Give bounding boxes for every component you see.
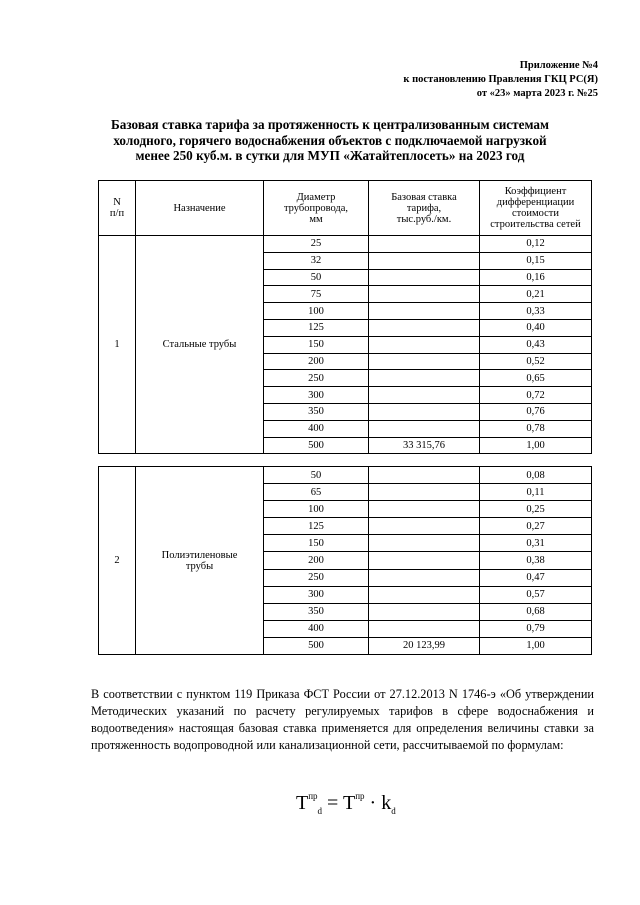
title-line: холодного, горячего водоснабжения объектов с подключаемой нагрузкой bbox=[113, 132, 547, 148]
formula-lhs-sub: d bbox=[317, 806, 323, 816]
base-rate-cell bbox=[369, 370, 480, 387]
formula-k-sub: d bbox=[391, 806, 396, 816]
coefficient-cell: 0,79 bbox=[480, 620, 592, 637]
base-rate-cell bbox=[369, 269, 480, 286]
base-rate-cell: 20 123,99 bbox=[369, 637, 480, 654]
base-rate-cell bbox=[369, 252, 480, 269]
steel-pipes-table bbox=[98, 180, 592, 454]
appendix-date: от «23» марта 2023 г. №25 bbox=[476, 88, 598, 99]
base-rate-cell bbox=[369, 518, 480, 535]
coefficient-cell: 1,00 bbox=[480, 437, 592, 454]
row-number: 1 bbox=[99, 236, 136, 454]
diameter-cell: 300 bbox=[264, 387, 369, 404]
header-purpose: Назначение bbox=[136, 181, 264, 236]
base-rate-cell bbox=[369, 286, 480, 303]
diameter-cell: 200 bbox=[264, 552, 369, 569]
table-row bbox=[99, 236, 592, 253]
table-row bbox=[99, 467, 592, 484]
formula-dot: · bbox=[369, 792, 377, 814]
row-number: 2 bbox=[99, 467, 136, 655]
formula-equals: = bbox=[327, 792, 339, 814]
base-rate-cell bbox=[369, 484, 480, 501]
coefficient-cell: 0,40 bbox=[480, 319, 592, 336]
base-rate-cell bbox=[369, 467, 480, 484]
base-rate-cell: 33 315,76 bbox=[369, 437, 480, 454]
formula-lhs-sup: пр bbox=[308, 791, 318, 801]
diameter-cell: 100 bbox=[264, 501, 369, 518]
base-rate-cell bbox=[369, 420, 480, 437]
diameter-cell: 125 bbox=[264, 518, 369, 535]
coefficient-cell: 0,68 bbox=[480, 603, 592, 620]
header-num: N п/п bbox=[99, 181, 136, 236]
base-rate-cell bbox=[369, 403, 480, 420]
header-diameter: Диаметр трубопровода, мм bbox=[264, 181, 369, 236]
coefficient-cell: 0,21 bbox=[480, 286, 592, 303]
appendix-title: Приложение №4 bbox=[519, 60, 598, 71]
coefficient-cell: 0,78 bbox=[480, 420, 592, 437]
diameter-cell: 300 bbox=[264, 586, 369, 603]
base-rate-cell bbox=[369, 603, 480, 620]
base-rate-cell bbox=[369, 336, 480, 353]
diameter-cell: 50 bbox=[264, 269, 369, 286]
coefficient-cell: 0,72 bbox=[480, 387, 592, 404]
header-base-rate: Базовая ставка тарифа, тыс.руб./км. bbox=[369, 181, 480, 236]
diameter-cell: 150 bbox=[264, 535, 369, 552]
diameter-cell: 500 bbox=[264, 637, 369, 654]
pipe-type: Полиэтиленовые трубы bbox=[136, 467, 264, 655]
formula bbox=[296, 791, 396, 816]
coefficient-cell: 0,25 bbox=[480, 501, 592, 518]
formula-k: k bbox=[381, 792, 392, 814]
appendix-resolution: к постановлению Правления ГКЦ РС(Я) bbox=[403, 74, 598, 85]
formula-lhs: T bbox=[296, 792, 309, 814]
diameter-cell: 250 bbox=[264, 370, 369, 387]
diameter-cell: 50 bbox=[264, 467, 369, 484]
coefficient-cell: 0,33 bbox=[480, 303, 592, 320]
diameter-cell: 150 bbox=[264, 336, 369, 353]
coefficient-cell: 0,12 bbox=[480, 236, 592, 253]
coefficient-cell: 0,76 bbox=[480, 403, 592, 420]
coefficient-cell: 0,16 bbox=[480, 269, 592, 286]
diameter-cell: 350 bbox=[264, 603, 369, 620]
diameter-cell: 125 bbox=[264, 319, 369, 336]
coefficient-cell: 0,08 bbox=[480, 467, 592, 484]
formula-rhs-sup: пр bbox=[355, 791, 365, 801]
base-rate-cell bbox=[369, 552, 480, 569]
base-rate-cell bbox=[369, 501, 480, 518]
diameter-cell: 400 bbox=[264, 420, 369, 437]
coefficient-cell: 0,38 bbox=[480, 552, 592, 569]
base-rate-cell bbox=[369, 319, 480, 336]
table-header-row bbox=[99, 181, 592, 236]
appendix-header bbox=[403, 59, 598, 101]
base-rate-cell bbox=[369, 586, 480, 603]
diameter-cell: 100 bbox=[264, 303, 369, 320]
diameter-cell: 350 bbox=[264, 403, 369, 420]
diameter-cell: 200 bbox=[264, 353, 369, 370]
base-rate-cell bbox=[369, 353, 480, 370]
title-line: менее 250 куб.м. в сутки для МУП «Жатайтеплосеть» на 2023 год bbox=[135, 148, 525, 163]
coefficient-cell: 0,47 bbox=[480, 569, 592, 586]
document-title bbox=[70, 117, 590, 164]
formula-rhs: T bbox=[342, 792, 356, 814]
base-rate-cell bbox=[369, 236, 480, 253]
coefficient-cell: 0,65 bbox=[480, 370, 592, 387]
coefficient-cell: 0,31 bbox=[480, 535, 592, 552]
base-rate-cell bbox=[369, 303, 480, 320]
coefficient-cell: 0,15 bbox=[480, 252, 592, 269]
polyethylene-pipes-table bbox=[98, 466, 592, 655]
base-rate-cell bbox=[369, 387, 480, 404]
coefficient-cell: 1,00 bbox=[480, 637, 592, 654]
base-rate-cell bbox=[369, 620, 480, 637]
pipe-type: Стальные трубы bbox=[136, 236, 264, 454]
coefficient-cell: 0,27 bbox=[480, 518, 592, 535]
diameter-cell: 250 bbox=[264, 569, 369, 586]
diameter-cell: 32 bbox=[264, 252, 369, 269]
diameter-cell: 65 bbox=[264, 484, 369, 501]
coefficient-cell: 0,52 bbox=[480, 353, 592, 370]
base-rate-cell bbox=[369, 535, 480, 552]
title-line: Базовая ставка тарифа за протяженность к централизованным системам bbox=[111, 117, 549, 132]
coefficient-cell: 0,43 bbox=[480, 336, 592, 353]
header-coefficient: Коэффициент дифференциации стоимости строительства сетей bbox=[480, 181, 592, 236]
coefficient-cell: 0,11 bbox=[480, 484, 592, 501]
diameter-cell: 75 bbox=[264, 286, 369, 303]
diameter-cell: 25 bbox=[264, 236, 369, 253]
base-rate-cell bbox=[369, 569, 480, 586]
diameter-cell: 400 bbox=[264, 620, 369, 637]
body-paragraph: В соответствии с пунктом 119 Приказа ФСТ России от 27.12.2013 N 1746-э «Об утверждении Методических указаний по расчету регулируемых тарифов в сфере водоснабжения и водоотведения» настоящая базовая ставка применяется для определения величины ставки за протяженность водопроводной или канализационной сети, рассчитываемой по формулам: bbox=[91, 687, 594, 752]
coefficient-cell: 0,57 bbox=[480, 586, 592, 603]
diameter-cell: 500 bbox=[264, 437, 369, 454]
